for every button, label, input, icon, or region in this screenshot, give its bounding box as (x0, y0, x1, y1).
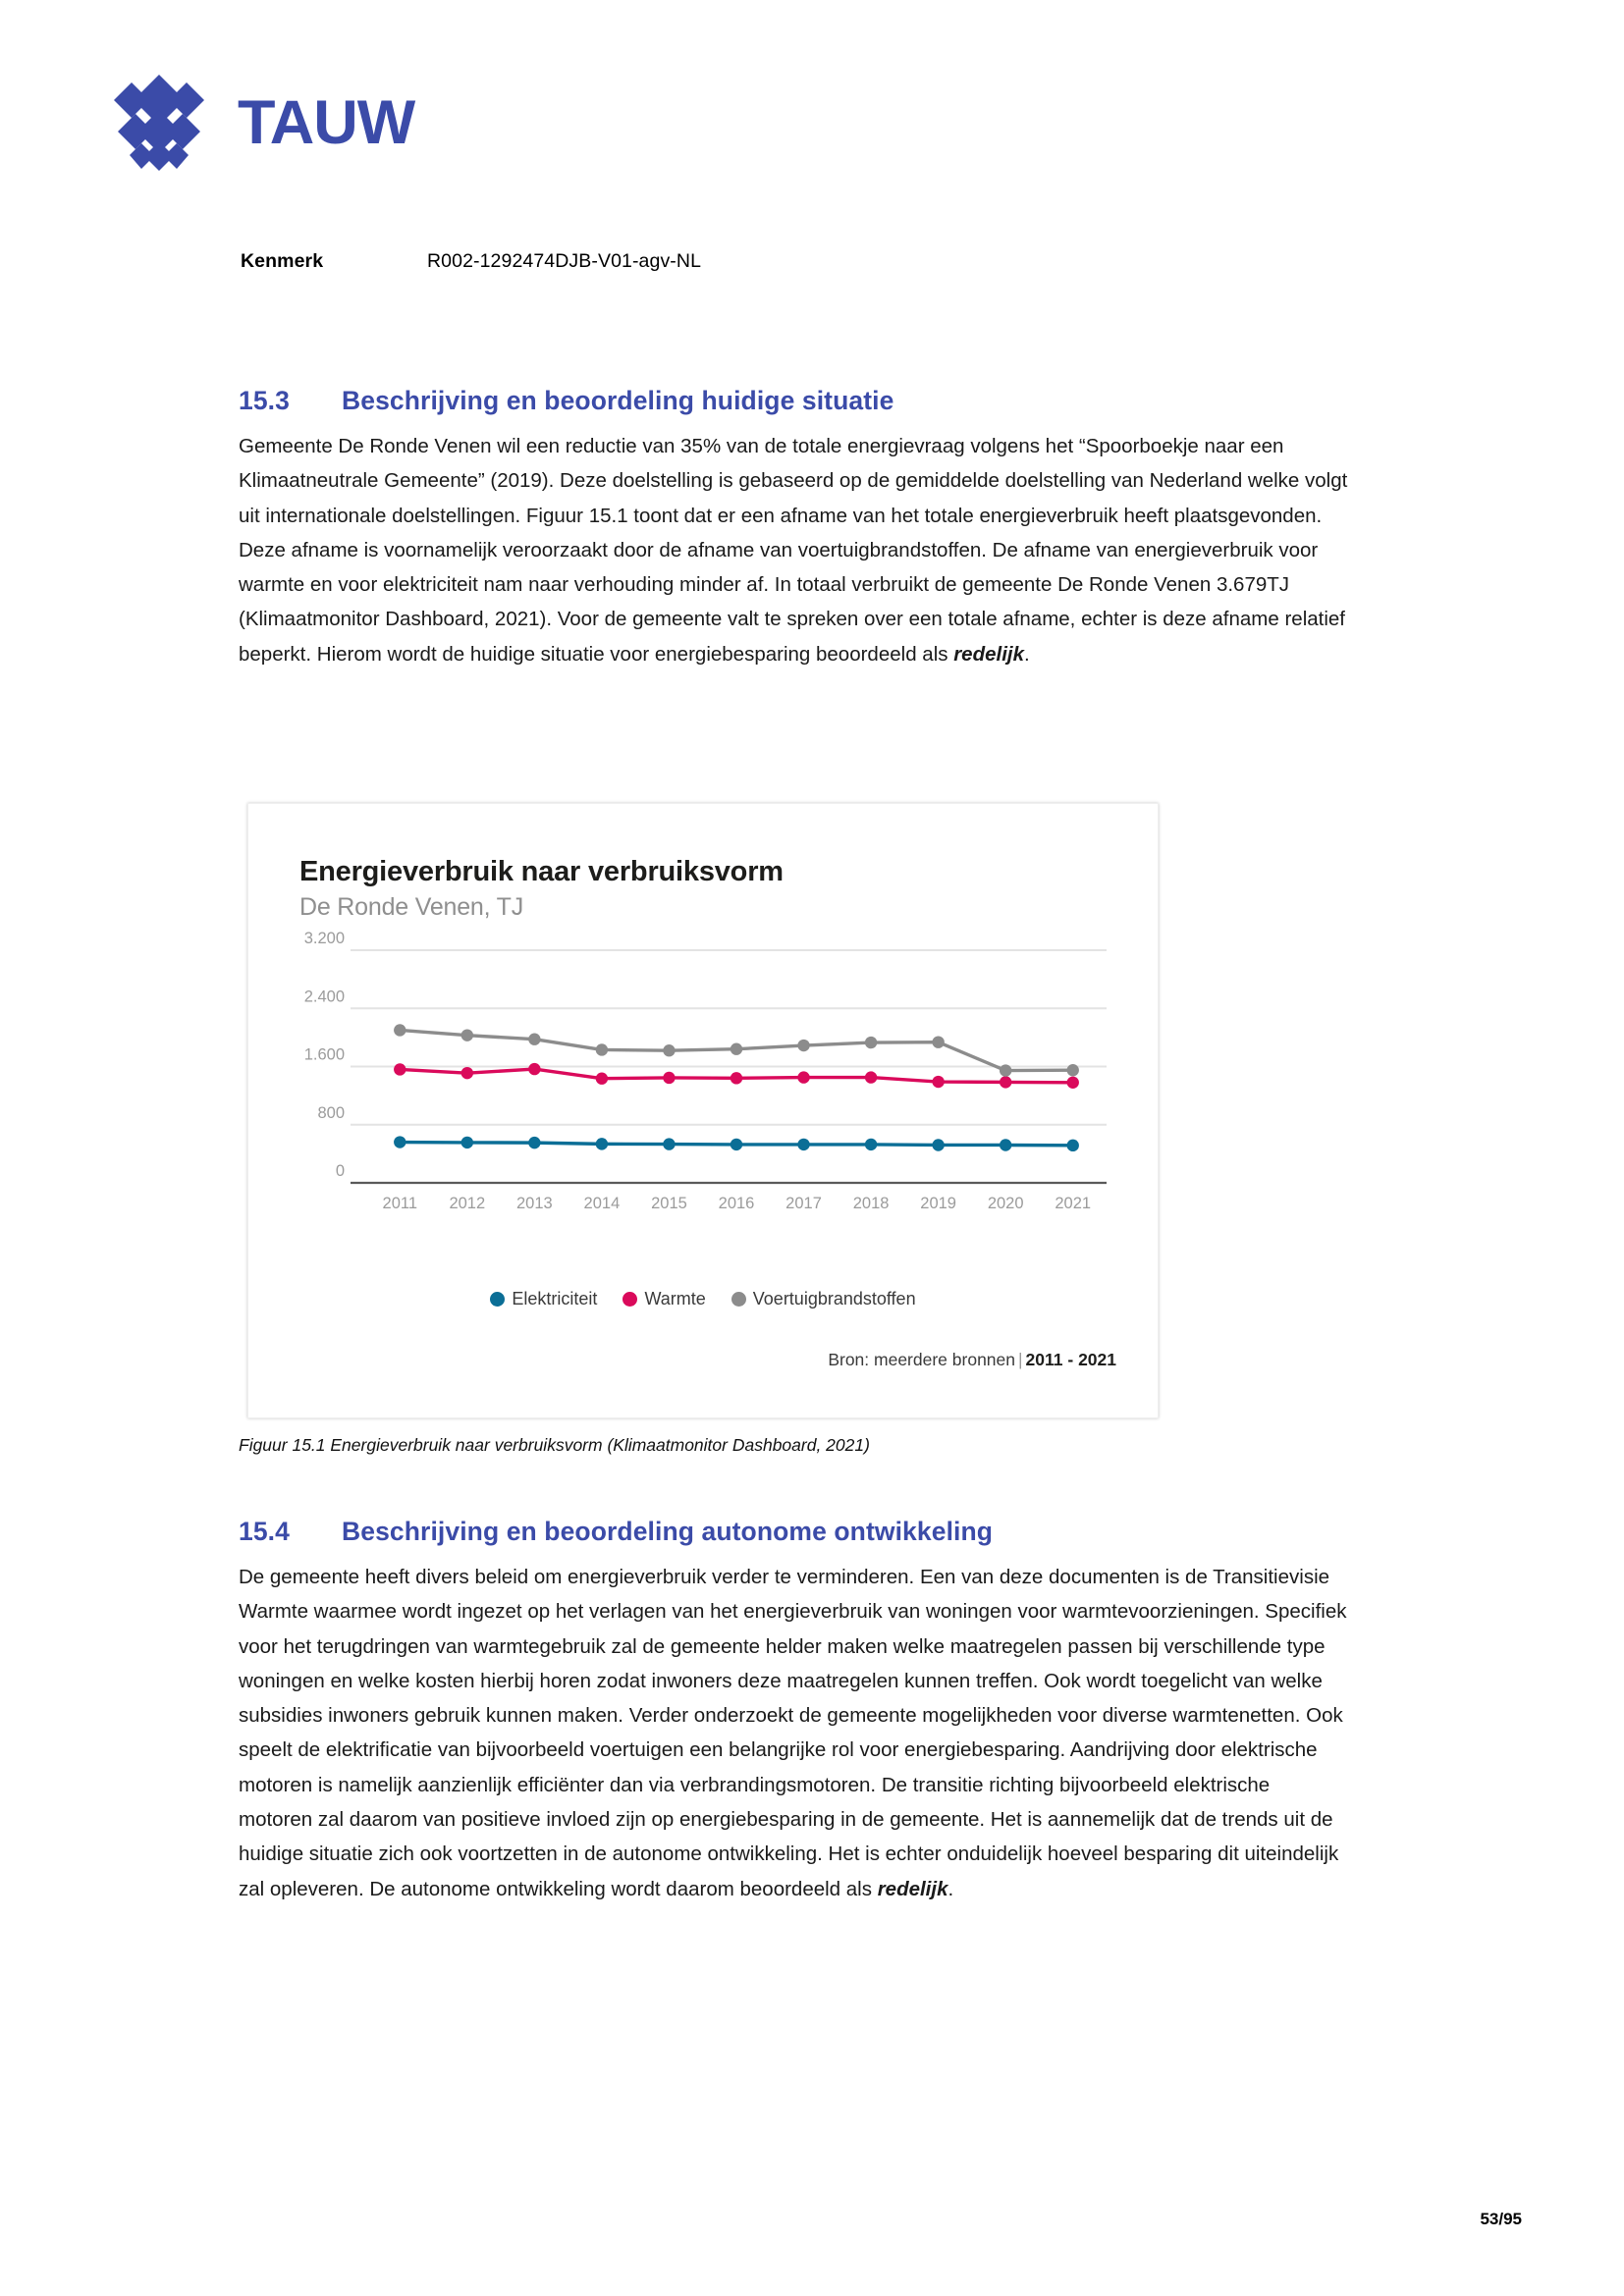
svg-text:3.200: 3.200 (303, 930, 345, 947)
chart-legend (248, 1289, 1158, 1309)
legend-item-voertuigbrandstoffen (731, 1289, 916, 1309)
svg-text:2011: 2011 (382, 1195, 418, 1212)
legend-dot-icon-warmte (623, 1292, 637, 1307)
section-title-15-3: Beschrijving en beoordeling huidige situatie (342, 386, 894, 415)
tauw-chevron-logo-icon (102, 71, 216, 177)
svg-text:2017: 2017 (785, 1195, 822, 1212)
svg-text:2014: 2014 (583, 1195, 621, 1212)
section-body-15-3: Gemeente De Ronde Venen wil een reductie van 35% van de totale energievraag volgens het “Spoorboekje naar een Klimaatneutrale Gemeente” (2019). Deze doelstelling is gebaseerd op de gemiddelde doelstelling van Nederland welke volgt uit internationale doelstellingen. Figuur 15.1 toont dat er een afname van het totale energieverbruik heeft plaatsgevonden. Deze afname is voornamelijk veroorzaakt door de afname van voertuigbrandstoffen. De afname van energieverbruik voor warmte en voor elektriciteit nam naar verhouding minder af. In totaal verbruikt de gemeente De Ronde Venen 3.679TJ (Klimaatmonitor Dashboard, 2021). Voor de gemeente valt te spreken over een totale afname, echter is deze afname relatief beperkt. Hierom wordt de huidige situatie voor energiebesparing beoordeeld als redelijk. (239, 435, 1348, 666)
section-number-15-4: 15.4 (239, 1517, 290, 1546)
svg-text:2020: 2020 (987, 1195, 1024, 1212)
section-heading-15-3 (239, 386, 893, 416)
section-number-15-3: 15.3 (239, 386, 290, 415)
chart-title: Energieverbruik naar verbruiksvorm (299, 856, 784, 887)
tauw-wordmark (238, 88, 483, 157)
legend-dot-icon-voertuigbrandstoffen (731, 1292, 746, 1307)
legend-item-warmte (623, 1289, 705, 1309)
legend-dot-icon-elektriciteit (490, 1292, 505, 1307)
chart-source-line (828, 1350, 1116, 1370)
svg-text:2021: 2021 (1055, 1195, 1092, 1212)
svg-text:2019: 2019 (920, 1195, 956, 1212)
section-title-15-4: Beschrijving en beoordeling autonome ontwikkeling (342, 1517, 994, 1546)
svg-text:2013: 2013 (516, 1195, 553, 1212)
chart-source-text: Bron: meerdere bronnen (828, 1350, 1015, 1369)
legend-label-voertuigbrandstoffen: Voertuigbrandstoffen (752, 1289, 916, 1308)
chart-plot-area (299, 930, 1114, 1226)
figure-15-1-chart-card (247, 803, 1159, 1418)
svg-text:1.600: 1.600 (303, 1045, 345, 1064)
svg-text:2018: 2018 (852, 1195, 890, 1212)
svg-text:2012: 2012 (449, 1195, 486, 1212)
svg-text:0: 0 (335, 1162, 345, 1180)
svg-text:2015: 2015 (651, 1195, 687, 1212)
figure-caption-15-1: Figuur 15.1 Energieverbruik naar verbruiksvorm (Klimaatmonitor Dashboard, 2021) (239, 1435, 870, 1455)
tauw-logo (102, 71, 483, 177)
svg-text:2016: 2016 (718, 1195, 755, 1212)
chart-source-range: 2011 - 2021 (1025, 1350, 1116, 1369)
section-body-15-4: De gemeente heeft divers beleid om energieverbruik verder te verminderen. Een van deze documenten is de Transitievisie Warmte waarmee wordt ingezet op het verlagen van het energieverbruik van woningen voor warmtevoorzieningen. Specifiek voor het terugdringen van warmtegebruik zal de gemeente helder maken welke maatregelen passen bij verschillende type woningen en welke kosten hierbij horen zodat inwoners deze maatregelen kunnen treffen. Ook wordt toegelicht van welke subsidies inwoners gebruik kunnen maken. Verder onderzoekt de gemeente mogelijkheden voor diverse warmtenetten. Ook speelt de elektrificatie van bijvoorbeeld voertuigen een belangrijke rol voor energiebesparing. Aandrijving door elektrische motoren is namelijk aanzienlijk efficiënter dan via verbrandingsmotoren. De transitie richting bijvoorbeeld elektrische motoren zal daarom van positieve invloed zijn op energiebesparing in de gemeente. Het is aannemelijk dat de trends uit de huidige situatie zich ook voortzetten in de autonome ontwikkeling. Het is echter onduidelijk hoeveel besparing dit uiteindelijk zal opleveren. De autonome ontwikkeling wordt daarom beoordeeld als redelijk. (239, 1566, 1347, 1900)
kenmerk-label: Kenmerk (241, 250, 324, 272)
kenmerk-row (241, 250, 701, 273)
legend-label-elektriciteit: Elektriciteit (512, 1289, 598, 1308)
legend-label-warmte: Warmte (644, 1289, 706, 1308)
section-heading-15-4 (239, 1517, 993, 1547)
chart-source-separator: | (1018, 1350, 1023, 1369)
kenmerk-value: R002-1292474DJB-V01-agv-NL (427, 250, 702, 272)
svg-text:2.400: 2.400 (303, 988, 345, 1006)
chart-subtitle: De Ronde Venen, TJ (299, 893, 524, 921)
svg-text:TAUW: TAUW (238, 88, 415, 157)
page-number: 53/95 (1480, 2210, 1522, 2228)
legend-item-elektriciteit (490, 1289, 597, 1309)
svg-text:800: 800 (317, 1103, 345, 1122)
